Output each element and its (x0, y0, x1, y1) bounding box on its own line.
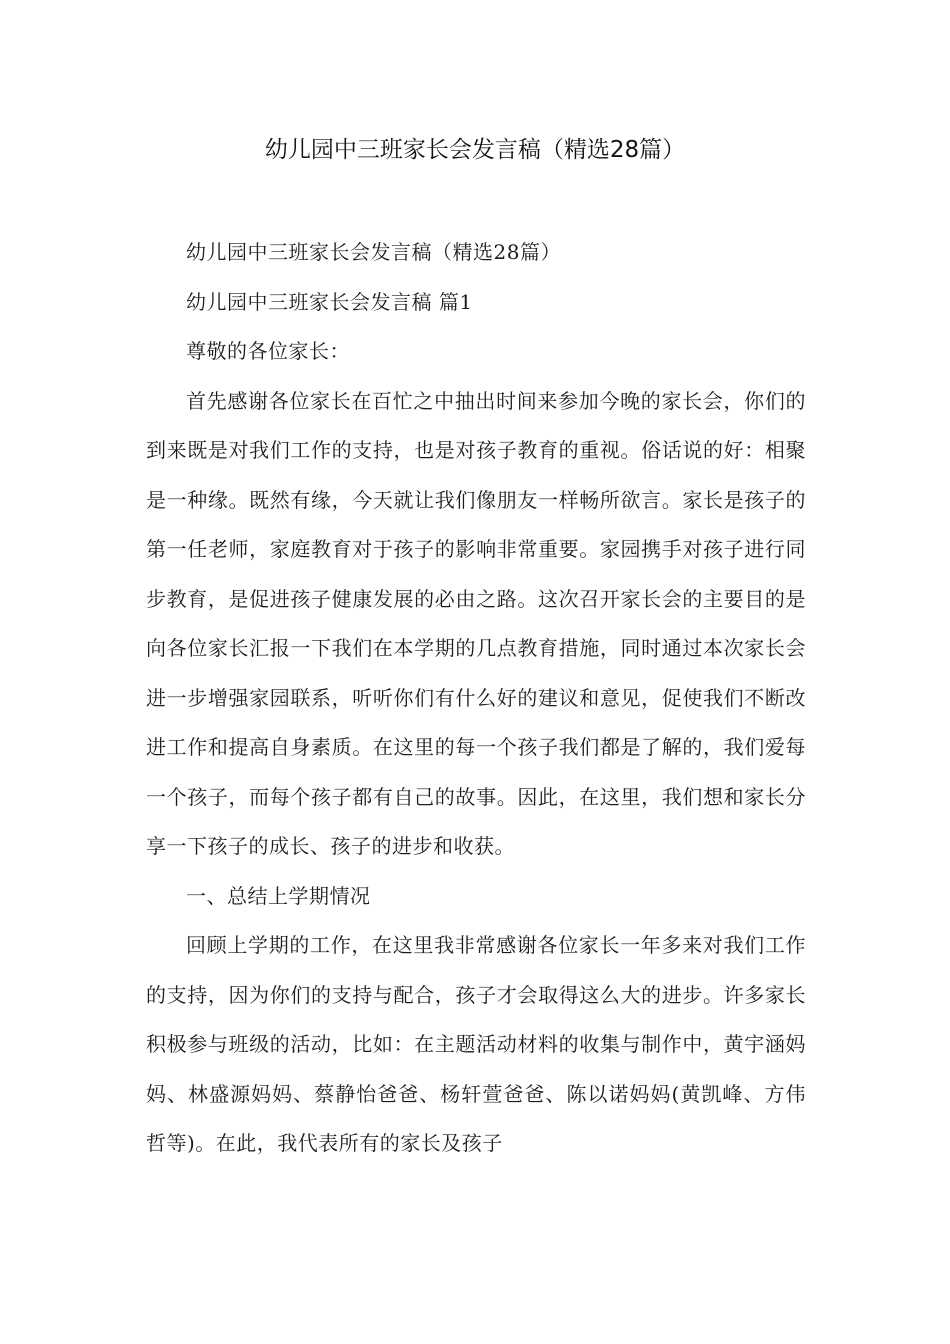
body-paragraph: 回顾上学期的工作，在这里我非常感谢各位家长一年多来对我们工作的支持，因为你们的支持与配合，孩子才会取得这么大的进步。许多家长积极参与班级的活动，比如：在主题活动材料的收集与制作中，黄宇涵妈妈、林盛源妈妈、蔡静怡爸爸、杨轩萱爸爸、陈以诺妈妈(黄凯峰、方伟哲等)。在此，我代表所有的家长及孩子 (146, 933, 806, 1155)
document-body (146, 228, 806, 1169)
section-heading-1: 幼儿园中三班家长会发言稿 篇1 (186, 289, 473, 314)
document-title: 幼儿园中三班家长会发言稿（精选28篇） (264, 137, 686, 163)
salutation-paragraph: 尊敬的各位家长： (186, 339, 350, 363)
body-paragraph: 首先感谢各位家长在百忙之中抽出时间来参加今晚的家长会，你们的到来既是对我们工作的支持，也是对孩子教育的重视。俗话说的好：相聚是一种缘。既然有缘，今天就让我们像朋友一样畅所欲言。家长是孩子的第一任老师，家庭教育对于孩子的影响非常重要。家园携手对孩子进行同步教育，是促进孩子健康发展的必由之路。这次召开家长会的主要目的是向各位家长汇报一下我们在本学期的几点教育措施，同时通过本次家长会进一步增强家园联系，听听你们有什么好的建议和意见，促使我们不断改进工作和提高自身素质。在这里的每一个孩子我们都是了解的，我们爱每一个孩子，而每个孩子都有自己的故事。因此，在这里，我们想和家长分享一下孩子的成长、孩子的进步和收获。 (146, 388, 806, 858)
subtitle-paragraph: 幼儿园中三班家长会发言稿（精选28篇） (186, 240, 561, 264)
subsection-heading: 一、总结上学期情况 (186, 883, 371, 908)
